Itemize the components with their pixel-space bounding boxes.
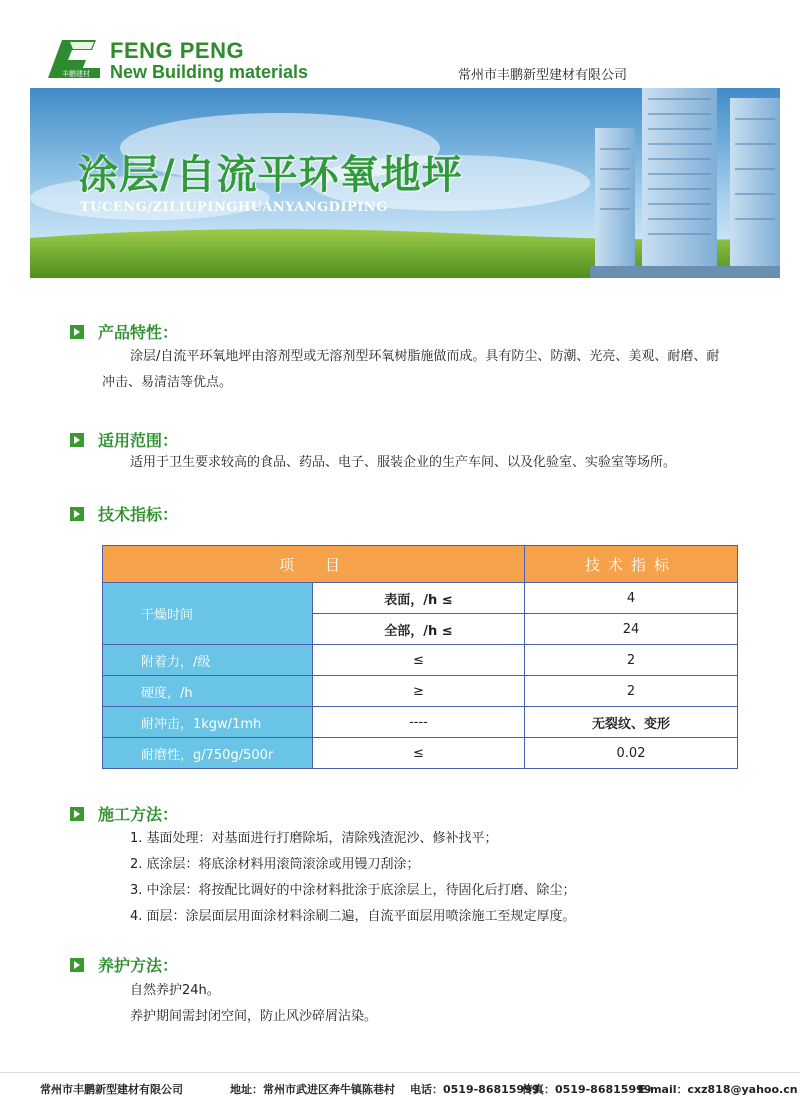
method-heading: 施工方法： xyxy=(98,805,179,824)
table-header-value: 技术指标 xyxy=(525,546,738,583)
specs-heading: 技术指标： xyxy=(98,505,179,524)
care-heading: 养护方法： xyxy=(98,956,179,975)
table-cell-cond: 全部，/h ≤ xyxy=(313,614,525,645)
table-cell-name: 干燥时间 xyxy=(103,583,313,645)
features-section xyxy=(70,320,178,343)
banner-subtitle: TUCENG/ZILIUPINGHUANYANGDIPING xyxy=(80,200,388,215)
method-section xyxy=(70,802,178,825)
list-item: 2. 底涂层：将底涂材料用滚筒滚涂或用镘刀刮涂； xyxy=(130,857,420,872)
scope-section xyxy=(70,428,178,451)
care-line1: 自然养护24h。 xyxy=(130,983,220,998)
table-cell-cond: ≤ xyxy=(313,738,525,769)
table-cell-cond: 表面，/h ≤ xyxy=(313,583,525,614)
table-row xyxy=(103,676,738,707)
table-row xyxy=(103,738,738,769)
specs-section xyxy=(70,502,178,525)
footer-fax: 传真：0519-86815999 xyxy=(522,1083,652,1096)
table-row xyxy=(103,645,738,676)
table-row xyxy=(103,583,738,614)
table-cell-value: 无裂纹、变形 xyxy=(525,707,738,738)
section-arrow-icon xyxy=(70,958,84,972)
table-row xyxy=(103,707,738,738)
brand-name: FENG PENG xyxy=(110,38,245,63)
features-line1: 涂层/自流平环氧地坪由溶剂型或无溶剂型环氧树脂施做而成。具有防尘、防潮、光亮、美观、耐磨、耐 xyxy=(130,349,720,364)
scope-heading: 适用范围： xyxy=(98,431,179,450)
table-cell-name: 附着力，/级 xyxy=(103,645,313,676)
footer-phone: 电话：0519-86815999 xyxy=(410,1083,540,1096)
spec-table xyxy=(102,545,738,769)
header xyxy=(0,0,800,88)
method-steps xyxy=(130,826,576,930)
section-arrow-icon xyxy=(70,807,84,821)
table-cell-cond: ≥ xyxy=(313,676,525,707)
section-arrow-icon xyxy=(70,433,84,447)
footer-address: 地址：常州市武进区奔牛镇陈巷村 xyxy=(230,1083,395,1096)
table-cell-cond: ≤ xyxy=(313,645,525,676)
features-heading: 产品特性： xyxy=(98,323,179,342)
logo xyxy=(46,38,104,80)
table-cell-value: 24 xyxy=(525,614,738,645)
section-arrow-icon xyxy=(70,507,84,521)
table-cell-cond: ---- xyxy=(313,707,525,738)
footer xyxy=(0,1072,800,1100)
scope-text: 适用于卫生要求较高的食品、药品、电子、服装企业的生产车间、以及化验室、实验室等场所。 xyxy=(130,455,677,470)
footer-email: E-mail：cxz818@yahoo.cn xyxy=(638,1083,798,1096)
table-cell-value: 2 xyxy=(525,676,738,707)
table-cell-value: 2 xyxy=(525,645,738,676)
table-cell-value: 4 xyxy=(525,583,738,614)
banner-title: 涂层/自流平环氧地坪 xyxy=(78,152,463,198)
table-cell-name: 耐磨性，g/750g/500r xyxy=(103,738,313,769)
table-header-row xyxy=(103,546,738,583)
table-header-item: 项 目 xyxy=(103,546,525,583)
table-cell-name: 耐冲击，1kgw/1mh xyxy=(103,707,313,738)
section-arrow-icon xyxy=(70,325,84,339)
footer-company: 常州市丰鹏新型建材有限公司 xyxy=(40,1083,183,1096)
care-section xyxy=(70,953,178,976)
banner xyxy=(30,88,780,278)
list-item: 3. 中涂层：将按配比调好的中涂材料批涂于底涂层上，待固化后打磨、除尘； xyxy=(130,883,576,898)
table-cell-value: 0.02 xyxy=(525,738,738,769)
list-item: 4. 面层：涂层面层用面涂材料涂刷二遍，自流平面层用喷涂施工至规定厚度。 xyxy=(130,909,576,924)
brand-tagline: New Building materials xyxy=(110,62,309,82)
care-line2: 养护期间需封闭空间，防止风沙碎屑沾染。 xyxy=(130,1009,378,1024)
features-line2: 冲击、易清洁等优点。 xyxy=(102,375,233,390)
list-item: 1. 基面处理：对基面进行打磨除垢，清除残渣泥沙、修补找平； xyxy=(130,831,498,846)
table-cell-name: 硬度，/h xyxy=(103,676,313,707)
company-name: 常州市丰鹏新型建材有限公司 xyxy=(458,68,628,83)
logo-text: 丰鹏建材 xyxy=(62,70,90,78)
